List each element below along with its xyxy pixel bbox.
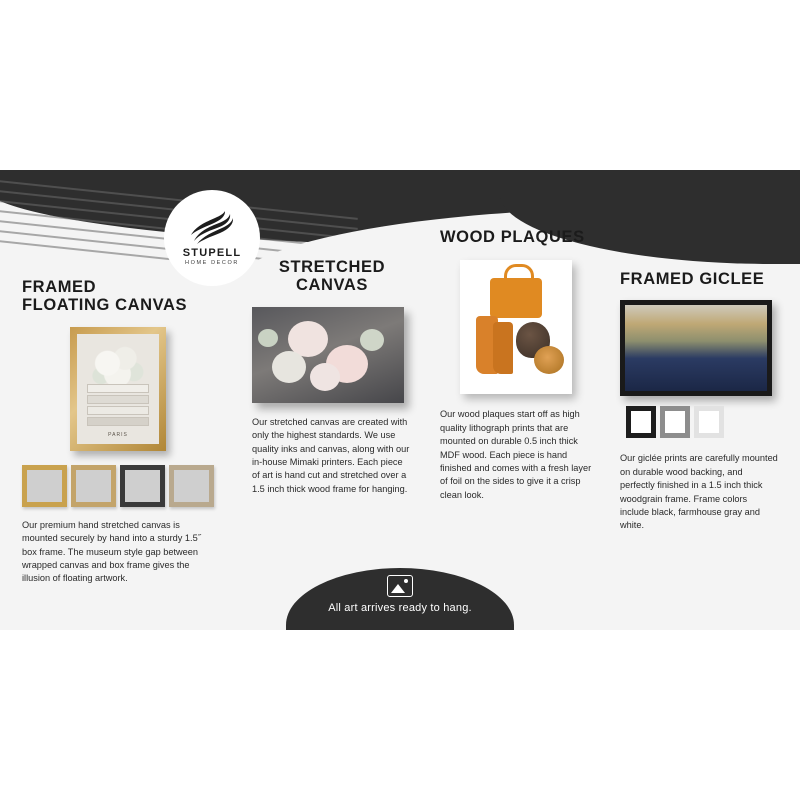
brand-tagline: HOME DECOR bbox=[185, 259, 239, 266]
framed-giclee-artwork bbox=[620, 300, 772, 396]
brand-name: STUPELL bbox=[182, 246, 242, 259]
section-stretched-canvas bbox=[252, 258, 412, 496]
yorkie-dog bbox=[534, 346, 564, 374]
frame-swatch-black bbox=[120, 465, 165, 507]
section-description: Our premium hand stretched canvas is mounted securely by hand into a sturdy 1.5˝ box frame. The museum style gap between wrapped canvas and box frame gives the illusion of floating artwork. bbox=[22, 519, 201, 584]
frame-option-farmhouse-gray bbox=[660, 406, 690, 438]
stacked-books bbox=[87, 382, 149, 426]
giclee-frame-color-options bbox=[620, 406, 778, 440]
section-title-line1: WOOD PLAQUES bbox=[440, 228, 585, 246]
frame-swatch-natural bbox=[169, 465, 214, 507]
frame-option-black bbox=[626, 406, 656, 438]
ready-to-hang-ribbon bbox=[286, 568, 514, 630]
section-description: Our giclée prints are carefully mounted on durable wood backing, and perfectly finished in a 1.5 inch thick woodgrain frame. Frame colors include black, farmhouse gray and white. bbox=[620, 453, 778, 531]
frame-swatch-champagne bbox=[71, 465, 116, 507]
framed-floating-canvas-artwork bbox=[70, 327, 166, 451]
infographic-band bbox=[0, 170, 800, 630]
book bbox=[87, 384, 149, 393]
foliage bbox=[360, 329, 384, 351]
frame-color-swatches bbox=[22, 465, 214, 507]
wood-plaque-artwork bbox=[460, 260, 572, 394]
book bbox=[87, 417, 149, 426]
orange-boot bbox=[493, 322, 513, 374]
section-framed-floating-canvas bbox=[22, 278, 214, 586]
brand-logo-badge bbox=[164, 190, 260, 286]
canvas-print bbox=[77, 334, 159, 444]
foliage bbox=[258, 329, 278, 347]
book bbox=[87, 406, 149, 415]
section-title bbox=[620, 270, 778, 288]
floral-bloom bbox=[272, 351, 306, 383]
section-title bbox=[252, 258, 412, 295]
section-title bbox=[22, 278, 214, 315]
book bbox=[87, 395, 149, 404]
section-title-line2: CANVAS bbox=[295, 276, 369, 295]
section-description: Our stretched canvas are created with only the highest standards. We use quality inks and canvas, along with our in-house Mimaki printers. Each piece of art is hand cut and stretched over a 1.5 inch thick wood frame for hanging. bbox=[252, 416, 410, 494]
frame-option-white bbox=[694, 406, 724, 438]
header-swoosh bbox=[0, 170, 800, 246]
framed-picture-icon bbox=[387, 575, 413, 597]
artwork-caption: PARIS bbox=[108, 431, 128, 438]
section-title-line2: FLOATING CANVAS bbox=[22, 296, 188, 315]
orange-handbag bbox=[490, 278, 542, 318]
stupell-swan-logo-icon bbox=[189, 211, 235, 245]
section-description: Our wood plaques start off as high quality lithograph prints that are mounted on durable 0.5 inch thick MDF wood. Each piece is hand finished and comes with a fresh layer of foil on the sides to give it a crisp clean look. bbox=[440, 409, 592, 500]
section-title-line1: FRAMED GICLEE bbox=[620, 270, 765, 288]
section-title bbox=[440, 228, 600, 246]
frame-swatch-gold bbox=[22, 465, 67, 507]
ribbon-text: All art arrives ready to hang. bbox=[328, 602, 472, 614]
section-title-line1: STRETCHED bbox=[278, 258, 386, 276]
floral-bloom bbox=[310, 363, 340, 391]
section-title-line1: FRAMED bbox=[22, 278, 97, 296]
section-framed-giclee bbox=[620, 270, 778, 533]
stretched-canvas-artwork bbox=[252, 307, 404, 403]
section-wood-plaques bbox=[440, 228, 600, 502]
abstract-giclee-print bbox=[625, 305, 767, 391]
